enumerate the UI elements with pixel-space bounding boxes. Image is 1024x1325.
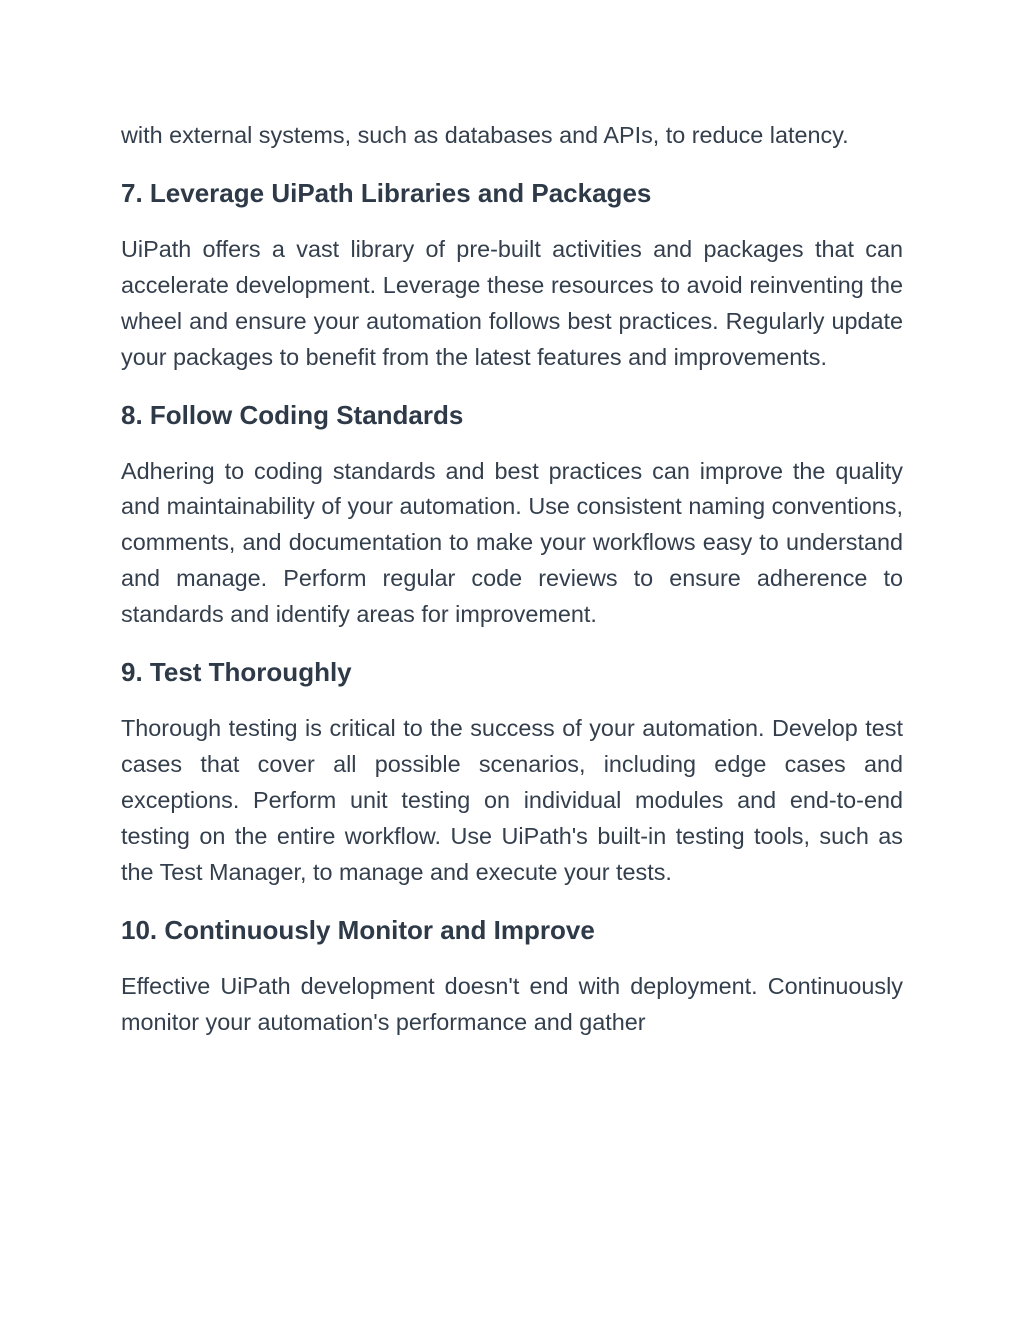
section-heading-8: 8. Follow Coding Standards	[121, 399, 464, 430]
document-page	[121, 118, 903, 1040]
section-body-8: Adhering to coding standards and best practices can improve the quality and maintainability of your automation. Use consistent naming conventions, comments, and documentation to make your workflows easy to understand and manage. Perform regular code reviews to ensure adherence to standards and identify areas for improvement.	[121, 457, 903, 628]
intro-paragraph: with external systems, such as databases and APIs, to reduce latency.	[121, 122, 849, 148]
section-heading-10: 10. Continuously Monitor and Improve	[121, 914, 595, 945]
section-heading-7: 7. Leverage UiPath Libraries and Packages	[121, 177, 652, 208]
section-body-9: Thorough testing is critical to the success of your automation. Develop test cases that cover all possible scenarios, including edge cases and exceptions. Perform unit testing on individual modules and end-to-end testing on the entire workflow. Use UiPath's built-in testing tools, such as the Test Manager, to manage and execute your tests.	[121, 715, 903, 885]
section-body-10: Effective UiPath development doesn't end with deployment. Continuously monitor your automation's performance and gather	[121, 972, 903, 1035]
section-heading-9: 9. Test Thoroughly	[121, 657, 352, 688]
section-body-7: UiPath offers a vast library of pre-built activities and packages that can accelerate development. Leverage these resources to avoid reinventing the wheel and ensure your automation follows best practices. Regularly update your packages to benefit from the latest features and improvements.	[121, 235, 903, 370]
